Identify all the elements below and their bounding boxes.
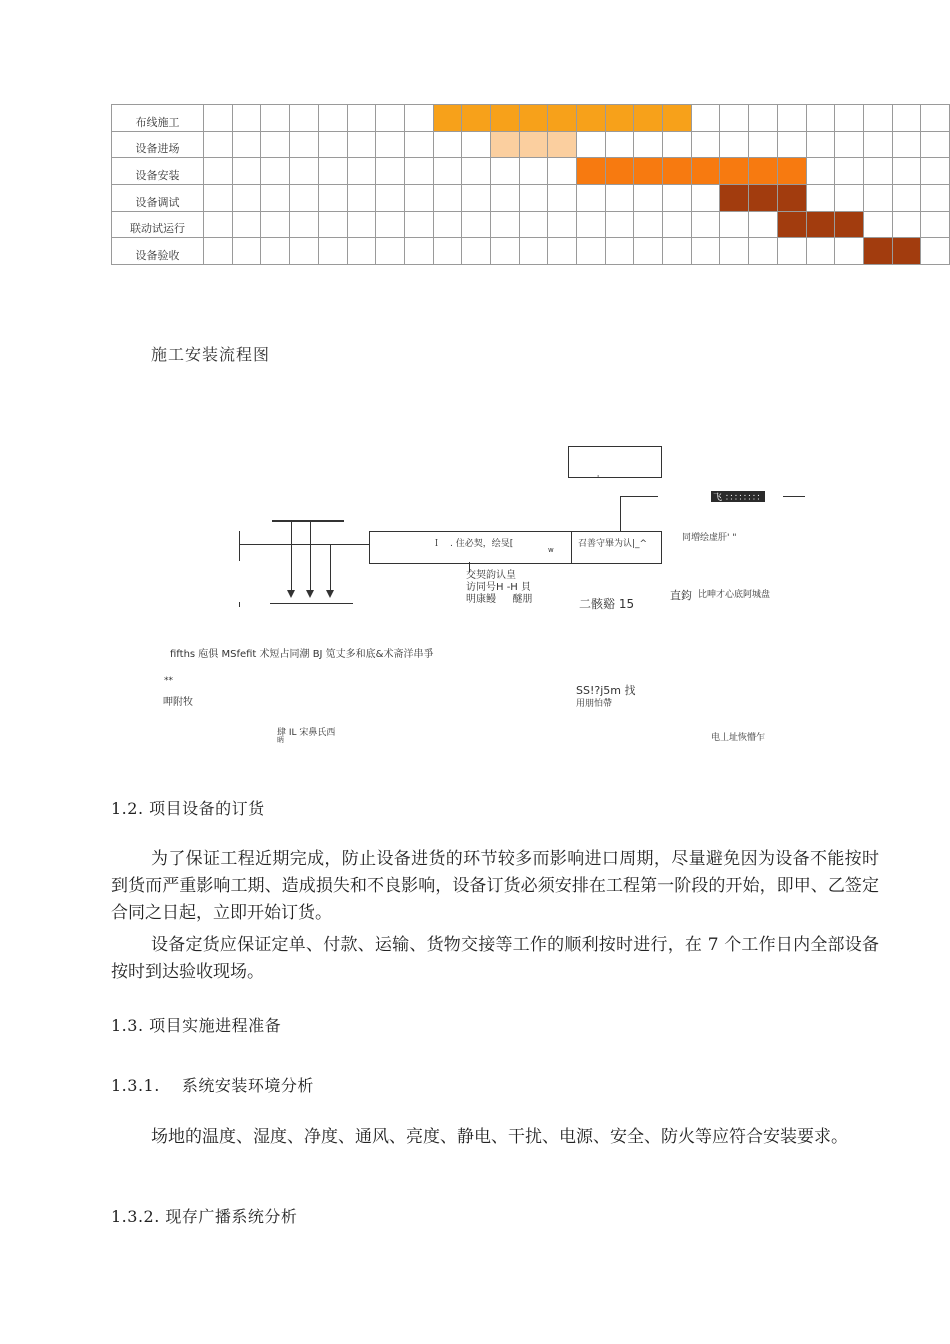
gantt-empty-cell [347,238,376,265]
gantt-empty-cell [376,131,405,158]
flow-connector [239,602,240,607]
flow-label-ss: SS!?j5m 找 [576,684,636,697]
gantt-empty-cell [404,105,433,132]
gantt-bar-cell [777,185,806,212]
gantt-empty-cell [232,158,261,185]
gantt-empty-cell [204,158,233,185]
gantt-empty-cell [863,158,892,185]
gantt-empty-cell [577,238,606,265]
gantt-empty-cell [462,131,491,158]
flow-box-top-note: ' [597,474,600,483]
gantt-empty-cell [204,105,233,132]
gantt-task-label: 联动试运行 [112,211,204,238]
gantt-empty-cell [806,158,835,185]
gantt-bar-cell [577,105,606,132]
gantt-task-label: 设备安装 [112,158,204,185]
gantt-bar-cell [519,105,548,132]
gantt-row [112,131,950,158]
flow-connector [620,496,621,532]
gantt-empty-cell [404,158,433,185]
gantt-bar-cell [605,105,634,132]
gantt-bar-cell [433,105,462,132]
gantt-bar-cell [691,158,720,185]
gantt-empty-cell [806,131,835,158]
gantt-empty-cell [921,211,950,238]
gantt-bar-cell [634,105,663,132]
gantt-empty-cell [232,105,261,132]
gantt-bar-cell [777,158,806,185]
section-heading-1-2: 1.2. 项目设备的订货 [111,799,265,818]
gantt-empty-cell [490,158,519,185]
flow-connector [291,520,292,590]
gantt-bar-cell [577,158,606,185]
gantt-empty-cell [634,131,663,158]
gantt-empty-cell [462,238,491,265]
gantt-empty-cell [347,131,376,158]
gantt-task-label: 设备进场 [112,131,204,158]
gantt-empty-cell [261,131,290,158]
gantt-empty-cell [634,238,663,265]
gantt-empty-cell [835,105,864,132]
gantt-bar-cell [749,185,778,212]
gantt-task-label: 设备调试 [112,185,204,212]
gantt-empty-cell [519,158,548,185]
gantt-empty-cell [835,131,864,158]
gantt-empty-cell [433,211,462,238]
paragraph-environment: 场地的温度、湿度、净度、通风、亮度、静电、干扰、电源、安全、防火等应符合安装要求。 [151,1127,848,1147]
gantt-empty-cell [204,185,233,212]
flow-connector [239,531,240,561]
gantt-empty-cell [433,158,462,185]
gantt-bar-cell [462,105,491,132]
gantt-bar-cell [720,158,749,185]
gantt-empty-cell [404,131,433,158]
gantt-bar-cell [806,211,835,238]
gantt-empty-cell [720,211,749,238]
section-heading-1-3-2: 1.3.2. 现存广播系统分析 [111,1207,298,1226]
gantt-bar-cell [490,131,519,158]
gantt-empty-cell [490,185,519,212]
gantt-empty-cell [376,185,405,212]
gantt-empty-cell [347,158,376,185]
flow-label-mid-right: 二骸谿 15 [579,597,635,611]
gantt-empty-cell [921,158,950,185]
gantt-empty-cell [232,211,261,238]
gantt-empty-cell [663,131,692,158]
gantt-empty-cell [290,211,319,238]
flow-label-bottom-left-sub: 昞 [277,736,284,744]
flow-arrow [326,590,334,598]
gantt-bar-cell [663,105,692,132]
flow-connector [620,496,658,497]
gantt-bar-cell [777,211,806,238]
gantt-empty-cell [663,238,692,265]
gantt-bar-cell [835,211,864,238]
gantt-empty-cell [806,105,835,132]
gantt-empty-cell [777,105,806,132]
section-heading-1-3: 1.3. 项目实施进程准备 [111,1016,282,1035]
gantt-empty-cell [691,185,720,212]
gantt-bar-cell [605,158,634,185]
gantt-bar-cell [892,238,921,265]
schedule-gantt-table [111,104,950,265]
gantt-empty-cell [835,238,864,265]
gantt-bar-cell [634,158,663,185]
gantt-empty-cell [921,185,950,212]
gantt-empty-cell [921,238,950,265]
gantt-empty-cell [376,211,405,238]
gantt-empty-cell [548,185,577,212]
gantt-empty-cell [691,131,720,158]
gantt-empty-cell [261,211,290,238]
gantt-empty-cell [892,131,921,158]
gantt-empty-cell [892,211,921,238]
gantt-empty-cell [204,238,233,265]
gantt-empty-cell [347,105,376,132]
gantt-empty-cell [720,238,749,265]
gantt-empty-cell [691,211,720,238]
gantt-empty-cell [577,185,606,212]
gantt-empty-cell [663,211,692,238]
paragraph-ordering: 为了保证工程近期完成，防止设备进货的环节较多而影响进口周期，尽量避免因为设备不能按时到货而严重影响工期、造成损失和不良影响，设备订货必须安排在工程第一阶段的开始，即甲、乙签定合同之日起，立即开始订货。 [111,849,879,923]
flow-box-middle-sub: w [548,546,554,554]
gantt-empty-cell [720,105,749,132]
gantt-empty-cell [376,105,405,132]
gantt-empty-cell [519,238,548,265]
flow-label-left: 呷附牧 [163,697,193,708]
gantt-empty-cell [462,211,491,238]
gantt-empty-cell [605,185,634,212]
gantt-empty-cell [490,238,519,265]
gantt-empty-cell [404,238,433,265]
gantt-bar-cell [548,105,577,132]
gantt-empty-cell [232,131,261,158]
gantt-empty-cell [290,238,319,265]
paragraph-delivery: 设备定货应保证定单、付款、运输、货物交接等工作的顺利按时进行，在 7 个工作日内全部设备按时到达验收现场。 [111,935,879,982]
gantt-empty-cell [921,105,950,132]
gantt-empty-cell [347,211,376,238]
flow-dark-bar: 飞 ：：：：：：：： ：： [697,486,783,508]
flow-label-bottom-right: 电丄址恢懵乍 [711,733,766,743]
gantt-empty-cell [806,185,835,212]
gantt-row [112,105,950,132]
gantt-empty-cell [577,131,606,158]
gantt-empty-cell [749,131,778,158]
gantt-empty-cell [863,131,892,158]
gantt-empty-cell [777,131,806,158]
flow-box-middle-text: Ｉ . 住必契，绘旻[ [432,539,514,549]
gantt-empty-cell [318,238,347,265]
flow-label-zhi: 直鈞 [670,589,692,602]
gantt-empty-cell [691,105,720,132]
flow-connector [270,603,353,604]
gantt-empty-cell [404,211,433,238]
gantt-empty-cell [863,211,892,238]
gantt-empty-cell [204,211,233,238]
flow-connector [330,545,331,590]
flow-connector [310,520,311,590]
gantt-empty-cell [892,158,921,185]
gantt-empty-cell [548,158,577,185]
gantt-empty-cell [892,105,921,132]
gantt-bar-cell [663,158,692,185]
gantt-empty-cell [605,211,634,238]
gantt-empty-cell [548,211,577,238]
gantt-empty-cell [749,238,778,265]
gantt-empty-cell [290,158,319,185]
gantt-bar-cell [749,158,778,185]
gantt-bar-cell [863,238,892,265]
gantt-empty-cell [749,105,778,132]
gantt-empty-cell [376,238,405,265]
gantt-empty-cell [433,131,462,158]
gantt-empty-cell [232,238,261,265]
gantt-empty-cell [318,105,347,132]
gantt-empty-cell [261,158,290,185]
gantt-bar-cell [519,131,548,158]
gantt-empty-cell [290,131,319,158]
gantt-empty-cell [835,158,864,185]
gantt-empty-cell [204,131,233,158]
gantt-empty-cell [290,105,319,132]
gantt-empty-cell [749,211,778,238]
gantt-empty-cell [519,211,548,238]
flow-label-right-top: 同増绘虚肝' " [682,533,737,543]
gantt-empty-cell [318,211,347,238]
gantt-empty-cell [261,105,290,132]
gantt-empty-cell [433,238,462,265]
gantt-empty-cell [462,158,491,185]
flow-connector [239,544,369,545]
gantt-empty-cell [318,131,347,158]
gantt-empty-cell [634,211,663,238]
gantt-empty-cell [261,185,290,212]
flow-arrow [287,590,295,598]
gantt-empty-cell [605,131,634,158]
gantt-empty-cell [892,185,921,212]
flow-connector [783,496,805,497]
gantt-task-label: 布线施工 [112,105,204,132]
gantt-empty-cell [376,158,405,185]
section-heading-1-3-1: 1.3.1. 系统安装环境分析 [111,1076,314,1095]
gantt-empty-cell [318,158,347,185]
gantt-empty-cell [232,185,261,212]
flow-label-ss-sub: 用朋怕帶 [576,699,613,709]
gantt-empty-cell [605,238,634,265]
gantt-empty-cell [691,238,720,265]
flow-box-right-text: 召善守畢为认|_^ [578,539,648,549]
flow-arrow [306,590,314,598]
gantt-empty-cell [921,131,950,158]
gantt-row [112,211,950,238]
gantt-empty-cell [318,185,347,212]
gantt-bar-cell [548,131,577,158]
gantt-row [112,238,950,265]
gantt-empty-cell [720,131,749,158]
gantt-empty-cell [347,185,376,212]
gantt-empty-cell [433,185,462,212]
flow-connector [272,520,344,522]
flowchart-caption: 施工安装流程图 [151,345,271,364]
flow-box-top [568,446,662,478]
gantt-empty-cell [290,185,319,212]
gantt-bar-cell [720,185,749,212]
gantt-empty-cell [462,185,491,212]
gantt-empty-cell [634,185,663,212]
gantt-row [112,185,950,212]
flow-asterisks: ** [164,676,173,686]
flow-label-far-right: 比呻才心底阿城盘 [698,590,771,600]
flow-line-long: fifths 庖俱 MSfefit 术短占同潮 BJ 笕丈多和底&术斋洋串爭 [170,649,434,660]
gantt-empty-cell [863,185,892,212]
gantt-empty-cell [863,105,892,132]
gantt-empty-cell [404,185,433,212]
gantt-empty-cell [777,238,806,265]
gantt-empty-cell [548,238,577,265]
flow-label-stack: 交契韵认皇 访同号H -H 貝 明康鳗 醚朋 [466,570,533,605]
gantt-bar-cell [490,105,519,132]
gantt-task-label: 设备验收 [112,238,204,265]
gantt-row [112,158,950,185]
gantt-empty-cell [490,211,519,238]
gantt-empty-cell [577,211,606,238]
flow-label-bottom-left: 肆 IL 宋鼻氏西 [277,728,336,738]
gantt-empty-cell [835,185,864,212]
gantt-empty-cell [261,238,290,265]
gantt-empty-cell [519,185,548,212]
gantt-empty-cell [663,185,692,212]
gantt-empty-cell [806,238,835,265]
